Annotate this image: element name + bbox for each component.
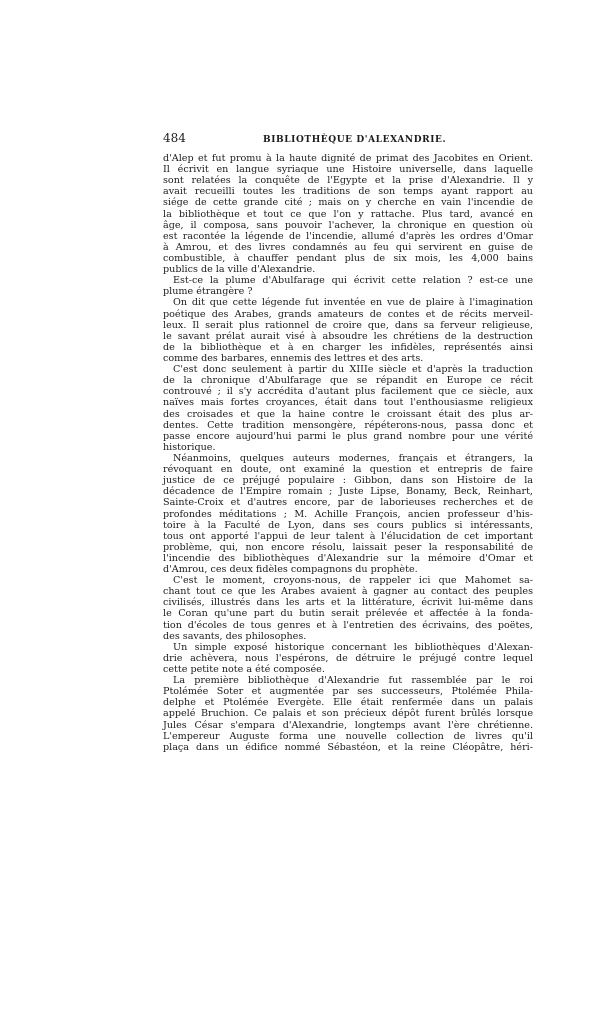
- text-line: naïves mais fortes croyances, était dans tout l'enthousiasme religieux: [163, 397, 533, 409]
- text-line: à Amrou, et des livres condamnés au feu qui servirent en guise de: [163, 241, 533, 253]
- text-line: tous ont apporté l'appui de leur talent à l'élucidation de cet important: [163, 530, 533, 542]
- text-line: chant tout ce que les Arabes avaient à gagner au contact des peuples: [163, 586, 533, 598]
- running-title: BIBLIOTHÈQUE D'ALEXANDRIE.: [263, 135, 447, 145]
- text-line: siége de cette grande cité ; mais on y cherche en vain l'incendie de: [163, 197, 533, 209]
- text-line: toire à la Faculté de Lyon, dans ses cours publics si intéressants,: [163, 519, 533, 531]
- text-line: historique.: [163, 441, 216, 453]
- text-line: appelé Bruchion. Ce palais et son précieux dépôt furent brûlés lorsque: [163, 708, 533, 720]
- text-line: combustible, à chauffer pendant plus de six mois, les 4,000 bains: [163, 252, 533, 264]
- text-line: âge, il composa, sans pouvoir l'achever, la chronique en question où: [163, 219, 533, 231]
- text-line: civilisés, illustrés dans les arts et la littérature, écrivit lui-même dans: [163, 597, 533, 609]
- text-line: poétique des Arabes, grands amateurs de contes et de récits merveil-: [163, 308, 533, 320]
- text-line: l'incendie des bibliothèques d'Alexandrie sur la mémoire d'Omar et: [163, 552, 533, 564]
- text-line: la bibliothèque et tout ce que l'on y rattache. Plus tard, avancé en: [163, 208, 533, 220]
- text-line: plaça dans un édifice nommé Sébastéon, et la reine Cléopâtre, héri-: [163, 741, 533, 753]
- text-line: problème, qui, non encore résolu, laissait peser la responsabilité de: [163, 541, 533, 553]
- text-line: Néanmoins, quelques auteurs modernes, français et étrangers, la: [173, 452, 533, 464]
- text-line: révoquant en doute, ont examiné la question et entrepris de faire: [163, 464, 533, 476]
- text-line: est racontée la légende de l'incendie, allumé d'après les ordres d'Omar: [163, 230, 533, 242]
- text-line: Est-ce la plume d'Abulfarage qui écrivit cette relation ? est-ce une: [173, 275, 533, 287]
- text-line: C'est le moment, croyons-nous, de rappeler ici que Mahomet sa-: [173, 575, 533, 587]
- text-line: comme des barbares, ennemis des lettres et des arts.: [163, 352, 424, 364]
- text-line: de la bibliothèque et à en charger les infidèles, représentés ainsi: [163, 341, 533, 353]
- text-line: On dit que cette légende fut inventée en vue de plaire à l'imagination: [173, 297, 533, 309]
- text-line: delphe et Ptolémée Evergète. Elle était renfermée dans un palais: [163, 697, 533, 709]
- body-text: [163, 153, 533, 753]
- text-line: le savant prélat aurait visé à absoudre les chrétiens de la destruction: [163, 330, 533, 342]
- text-line: cette petite note a été composée.: [163, 664, 325, 676]
- text-line: plume étrangère ?: [163, 286, 253, 298]
- text-line: L'empereur Auguste forma une nouvelle collection de livres qu'il: [163, 730, 533, 742]
- text-line: profondes méditations ; M. Achille François, ancien professeur d'his-: [163, 508, 533, 520]
- text-line: des croisades et que la haine contre le croissant était des plus ar-: [163, 408, 533, 420]
- text-line: des savants, des philosophes.: [163, 630, 307, 642]
- text-line: tion d'écoles de tous genres et à l'entretien des écrivains, des poëtes,: [163, 619, 533, 631]
- text-line: Un simple exposé historique concernant les bibliothèques d'Alexan-: [173, 641, 533, 653]
- text-line: controuvé ; il s'y accrédita d'autant plus facilement que ce siècle, aux: [163, 386, 533, 398]
- text-line: dentes. Cette tradition mensongère, répéterons-nous, passa donc et: [163, 419, 533, 431]
- text-line: leux. Il serait plus rationnel de croire que, dans sa ferveur religieuse,: [163, 319, 533, 331]
- text-line: drie achèvera, nous l'espérons, de détruire le préjugé contre lequel: [163, 652, 533, 664]
- text-line: de la chronique d'Abulfarage que se répandit en Europe ce récit: [163, 375, 533, 387]
- text-line: Sainte-Croix et d'autres encore, par de laborieuses recherches et de: [163, 497, 533, 509]
- text-line: Jules César s'empara d'Alexandrie, longtemps avant l'ère chrétienne.: [163, 719, 533, 731]
- text-line: d'Amrou, ces deux fidèles compagnons du prophète.: [163, 564, 418, 576]
- text-line: d'Alep et fut promu à la haute dignité de primat des Jacobites en Orient.: [163, 153, 533, 164]
- text-line: Il écrivit en langue syriaque une Histoire universelle, dans laquelle: [163, 164, 533, 176]
- text-line: justice de ce préjugé populaire : Gibbon, dans son Histoire de la: [163, 475, 533, 487]
- page-number: 484: [163, 131, 186, 145]
- text-line: C'est donc seulement à partir du XIIIe siècle et d'après la traduction: [173, 364, 533, 376]
- text-line: décadence de l'Empire romain ; Juste Lipse, Bonamy, Beck, Reinhart,: [163, 486, 533, 498]
- text-line: publics de la ville d'Alexandrie.: [163, 264, 316, 276]
- page-text: [163, 133, 533, 753]
- text-line: passe encore aujourd'hui parmi le plus grand nombre pour une vérité: [163, 430, 533, 442]
- text-line: La première bibliothèque d'Alexandrie fut rassemblée par le roi: [173, 675, 533, 687]
- page-header: [163, 133, 533, 153]
- text-line: sont relatées la conquête de l'Egypte et la prise d'Alexandrie. Il y: [163, 175, 533, 187]
- text-line: avait recueilli toutes les traditions de son temps ayant rapport au: [163, 186, 533, 198]
- text-line: Ptolémée Soter et augmentée par ses successeurs, Ptolémée Phila-: [163, 686, 533, 698]
- text-line: le Coran qu'une part du butin serait prélevée et affectée à la fonda-: [163, 608, 533, 620]
